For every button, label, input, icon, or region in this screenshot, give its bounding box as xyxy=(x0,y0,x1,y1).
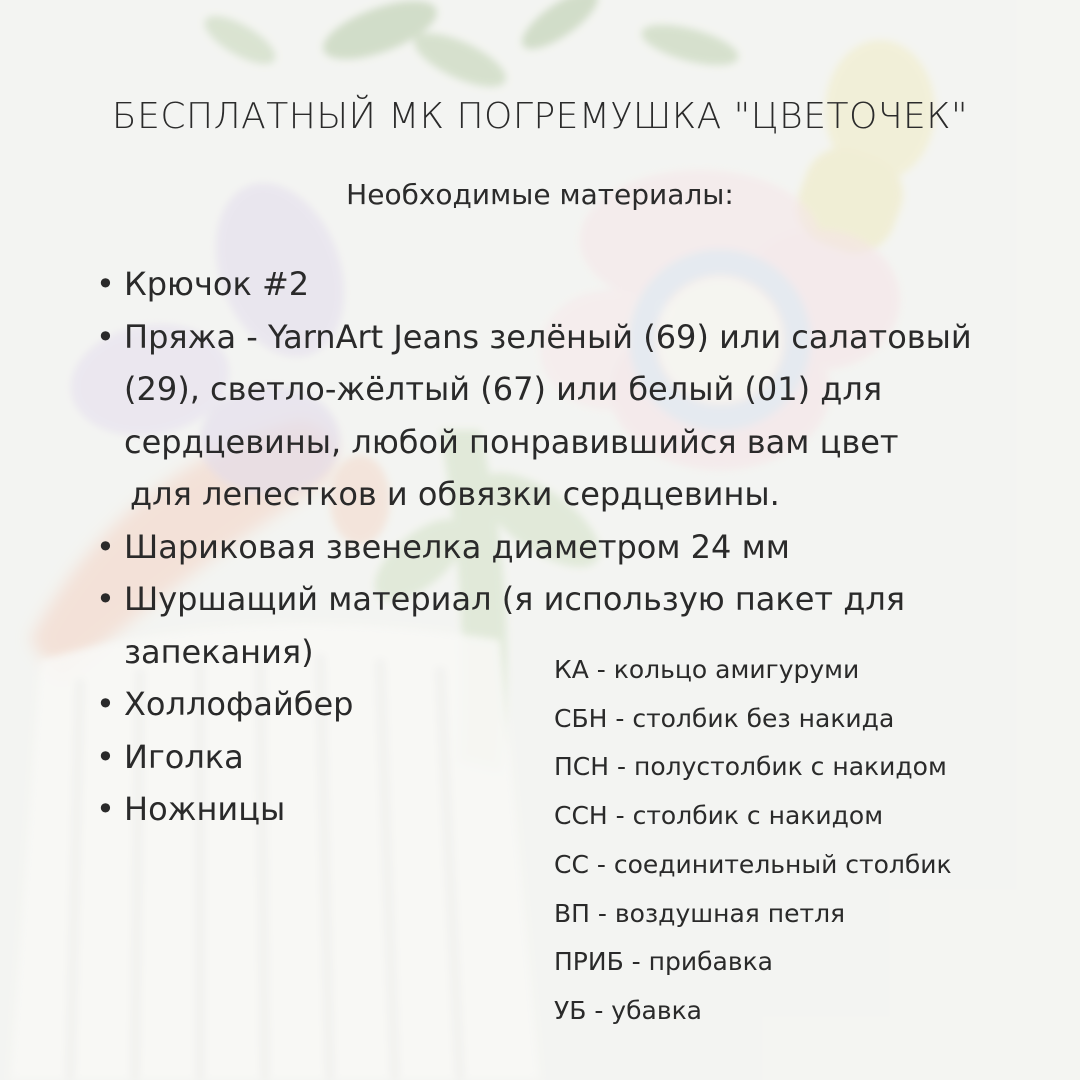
abbreviation-row: УБ - убавка xyxy=(554,995,702,1025)
bullet-icon: • xyxy=(96,527,115,566)
abbreviation-row: ССН - столбик с накидом xyxy=(554,801,884,831)
bullet-icon: • xyxy=(96,317,115,356)
material-item-line: для лепестков и обвязки сердцевины. xyxy=(130,475,780,513)
page-title: БЕСПЛАТНЫЙ МК ПОГРЕМУШКА "ЦВЕТОЧЕК" xyxy=(111,96,969,137)
abbreviation-row: КА - кольцо амигуруми xyxy=(554,655,860,684)
material-item-line: Ножницы xyxy=(124,790,286,828)
materials-subtitle: Необходимые материалы: xyxy=(346,178,734,211)
bullet-icon: • xyxy=(96,265,115,303)
abbreviation-row: ПСН - полустолбик с накидом xyxy=(554,752,947,782)
material-item-line: Иголка xyxy=(124,737,244,776)
material-item xyxy=(96,311,1036,521)
abbreviation-row: СС - соединительный столбик xyxy=(554,849,952,879)
material-item xyxy=(96,258,1036,311)
material-item-line: Шуршащий материал (я использую пакет для xyxy=(124,580,906,618)
abbreviation-row: ПРИБ - прибавка xyxy=(554,947,773,977)
material-item-line: (29), светло-жёлтый (67) или белый (01) для xyxy=(124,370,883,408)
abbreviations-legend xyxy=(554,646,1054,1036)
bullet-icon: • xyxy=(96,580,115,618)
bullet-icon: • xyxy=(96,790,115,828)
bullet-icon: • xyxy=(96,737,115,776)
bullet-icon: • xyxy=(96,685,115,723)
material-item-line: Холлофайбер xyxy=(124,685,354,723)
material-item-line: запекания) xyxy=(124,632,314,671)
material-item-line: Пряжа - YarnArt Jeans зелёный (69) или салатовый xyxy=(124,317,972,356)
abbreviation-row: ВП - воздушная петля xyxy=(554,898,846,928)
material-item-line: Крючок #2 xyxy=(124,265,310,303)
material-item-line: сердцевины, любой понравившийся вам цвет xyxy=(124,422,899,461)
abbreviation-row: СБН - столбик без накида xyxy=(554,703,895,733)
material-item-line: Шариковая звенелка диаметром 24 мм xyxy=(124,527,790,566)
material-item xyxy=(96,521,1036,574)
